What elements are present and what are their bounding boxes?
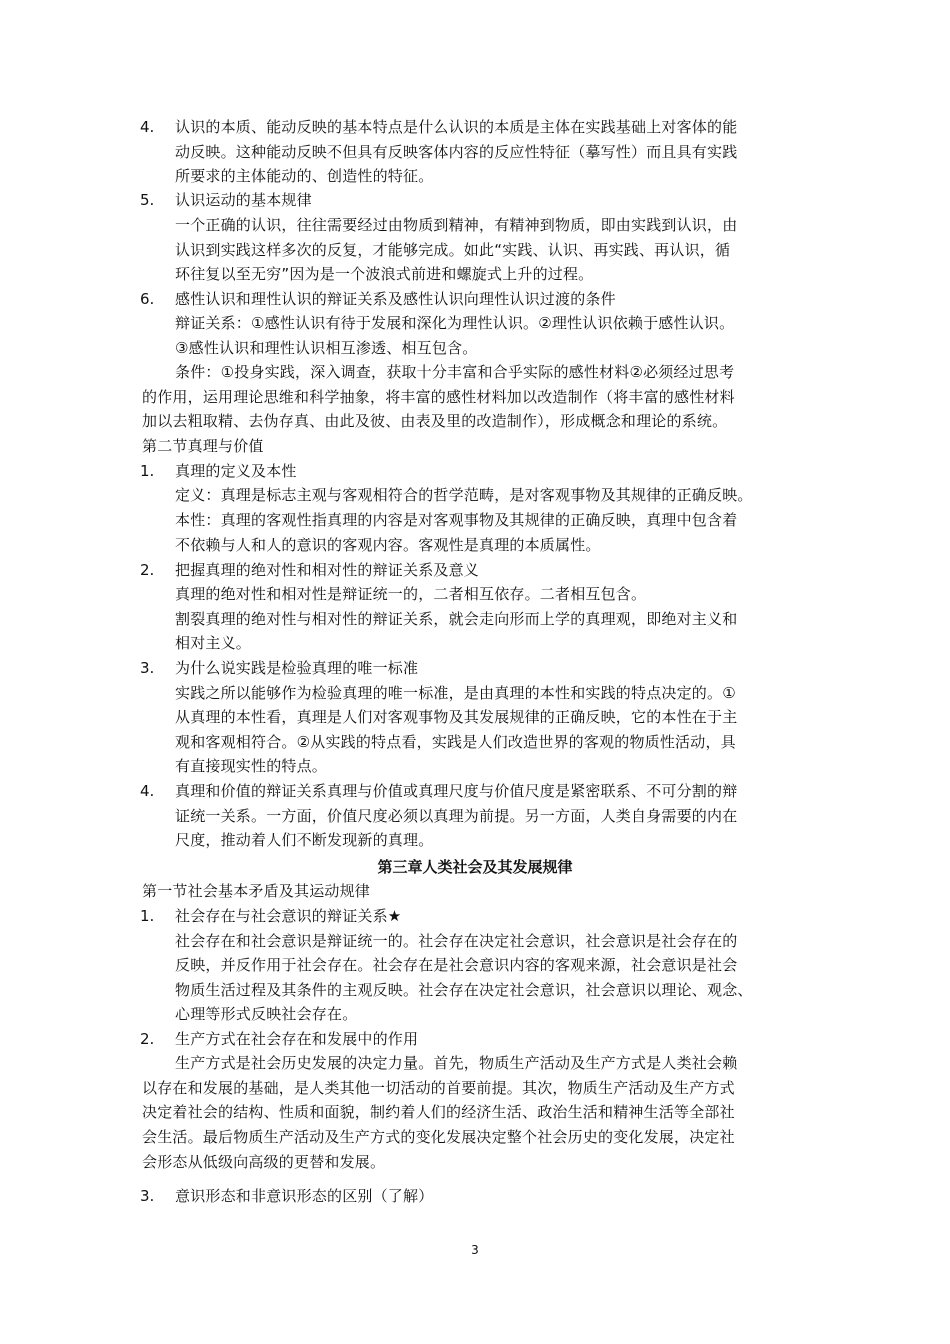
list-number: 1. bbox=[140, 462, 155, 480]
paragraph-line: 真理和价值的辩证关系真理与价值或真理尺度与价值尺度是紧密联系、不可分割的辩 bbox=[175, 782, 738, 800]
paragraph-line: 所要求的主体能动的、创造性的特征。 bbox=[175, 167, 434, 185]
section-heading: 第二节真理与价值 bbox=[142, 437, 264, 455]
list-number: 4. bbox=[140, 118, 155, 136]
paragraph-line: 物质生活过程及其条件的主观反映。社会存在决定社会意识，社会意识以理论、观念、 bbox=[175, 981, 753, 999]
paragraph-line: 社会存在和社会意识是辩证统一的。社会存在决定社会意识，社会意识是社会存在的 bbox=[175, 932, 738, 950]
paragraph-line: 生产方式是社会历史发展的决定力量。首先，物质生产活动及生产方式是人类社会赖 bbox=[175, 1054, 738, 1072]
list-number: 2. bbox=[140, 1030, 155, 1048]
paragraph-line: 不依赖与人和人的意识的客观内容。客观性是真理的本质属性。 bbox=[175, 536, 601, 554]
paragraph-line: 会形态从低级向高级的更替和发展。 bbox=[142, 1153, 386, 1171]
list-number: 3. bbox=[140, 659, 155, 677]
paragraph-line: 的作用，运用理论思维和科学抽象，将丰富的感性材料加以改造制作（将丰富的感性材料 bbox=[142, 388, 735, 406]
paragraph-line: 动反映。这种能动反映不但具有反映客体内容的反应性特征（摹写性）而且具有实践 bbox=[175, 143, 738, 161]
paragraph-line: 一个正确的认识，往往需要经过由物质到精神，有精神到物质，即由实践到认识，由 bbox=[175, 216, 738, 234]
paragraph-line: 认识到实践这样多次的反复，才能够完成。如此“实践、认识、再实践、再认识，循 bbox=[175, 241, 731, 259]
paragraph-line: 尺度，推动着人们不断发现新的真理。 bbox=[175, 831, 434, 849]
paragraph-line: 决定着社会的结构、性质和面貌，制约着人们的经济生活、政治生活和精神生活等全部社 bbox=[142, 1103, 735, 1121]
paragraph-line: 实践之所以能够作为检验真理的唯一标准，是由真理的本性和实践的特点决定的。① bbox=[175, 684, 736, 702]
paragraph-line: 条件：①投身实践，深入调查，获取十分丰富和合乎实际的感性材料②必须经过思考 bbox=[175, 363, 735, 381]
paragraph-line: 割裂真理的绝对性与相对性的辩证关系，就会走向形而上学的真理观，即绝对主义和 bbox=[175, 610, 738, 628]
list-number: 1. bbox=[140, 907, 155, 925]
paragraph-line: 本性：真理的客观性指真理的内容是对客观事物及其规律的正确反映，真理中包含着 bbox=[175, 511, 738, 529]
item-heading: 把握真理的绝对性和相对性的辩证关系及意义 bbox=[175, 561, 480, 579]
paragraph-line: 反映，并反作用于社会存在。社会存在是社会意识内容的客观来源，社会意识是社会 bbox=[175, 956, 738, 974]
paragraph-line: 认识的本质、能动反映的基本特点是什么认识的本质是主体在实践基础上对客体的能 bbox=[175, 118, 738, 136]
paragraph-line: 有直接现实性的特点。 bbox=[175, 757, 328, 775]
item-heading: 社会存在与社会意识的辩证关系★ bbox=[175, 907, 402, 925]
paragraph-line: 加以去粗取精、去伪存真、由此及彼、由表及里的改造制作），形成概念和理论的系统。 bbox=[142, 412, 728, 430]
item-heading: 真理的定义及本性 bbox=[175, 462, 297, 480]
list-number: 6. bbox=[140, 290, 155, 308]
paragraph-line: ③感性认识和理性认识相互渗透、相互包含。 bbox=[175, 339, 478, 357]
paragraph-line: 辩证关系：①感性认识有待于发展和深化为理性认识。②理性认识依赖于感性认识。 bbox=[175, 314, 735, 332]
page-number: 3 bbox=[471, 1243, 479, 1257]
chapter-heading: 第三章人类社会及其发展规律 bbox=[377, 858, 573, 876]
paragraph-line: 心理等形式反映社会存在。 bbox=[175, 1005, 358, 1023]
paragraph-line: 相对主义。 bbox=[175, 634, 252, 652]
paragraph-line: 定义：真理是标志主观与客观相符合的哲学范畴，是对客观事物及其规律的正确反映。 bbox=[175, 486, 753, 504]
paragraph-line: 真理的绝对性和相对性是辩证统一的，二者相互依存。二者相互包含。 bbox=[175, 585, 647, 603]
paragraph-line: 环往复以至无穷”因为是一个波浪式前进和螺旋式上升的过程。 bbox=[175, 265, 594, 283]
paragraph-line: 会生活。最后物质生产活动及生产方式的变化发展决定整个社会历史的变化发展，决定社 bbox=[142, 1128, 735, 1146]
item-heading: 生产方式在社会存在和发展中的作用 bbox=[175, 1030, 419, 1048]
section-heading: 第一节社会基本矛盾及其运动规律 bbox=[142, 882, 371, 900]
list-number: 4. bbox=[140, 782, 155, 800]
item-heading: 感性认识和理性认识的辩证关系及感性认识向理性认识过渡的条件 bbox=[175, 290, 616, 308]
list-number: 3. bbox=[140, 1187, 155, 1205]
paragraph-line: 从真理的本性看，真理是人们对客观事物及其发展规律的正确反映，它的本性在于主 bbox=[175, 708, 738, 726]
list-number: 2. bbox=[140, 561, 155, 579]
list-number: 5. bbox=[140, 191, 155, 209]
item-heading: 为什么说实践是检验真理的唯一标准 bbox=[175, 659, 419, 677]
paragraph-line: 观和客观相符合。②从实践的特点看，实践是人们改造世界的客观的物质性活动，具 bbox=[175, 733, 736, 751]
item-heading: 意识形态和非意识形态的区别（了解） bbox=[175, 1187, 434, 1205]
item-heading: 认识运动的基本规律 bbox=[175, 191, 312, 209]
paragraph-line: 以存在和发展的基础，是人类其他一切活动的首要前提。其次，物质生产活动及生产方式 bbox=[142, 1079, 735, 1097]
paragraph-line: 证统一关系。一方面，价值尺度必须以真理为前提。另一方面，人类自身需要的内在 bbox=[175, 807, 738, 825]
